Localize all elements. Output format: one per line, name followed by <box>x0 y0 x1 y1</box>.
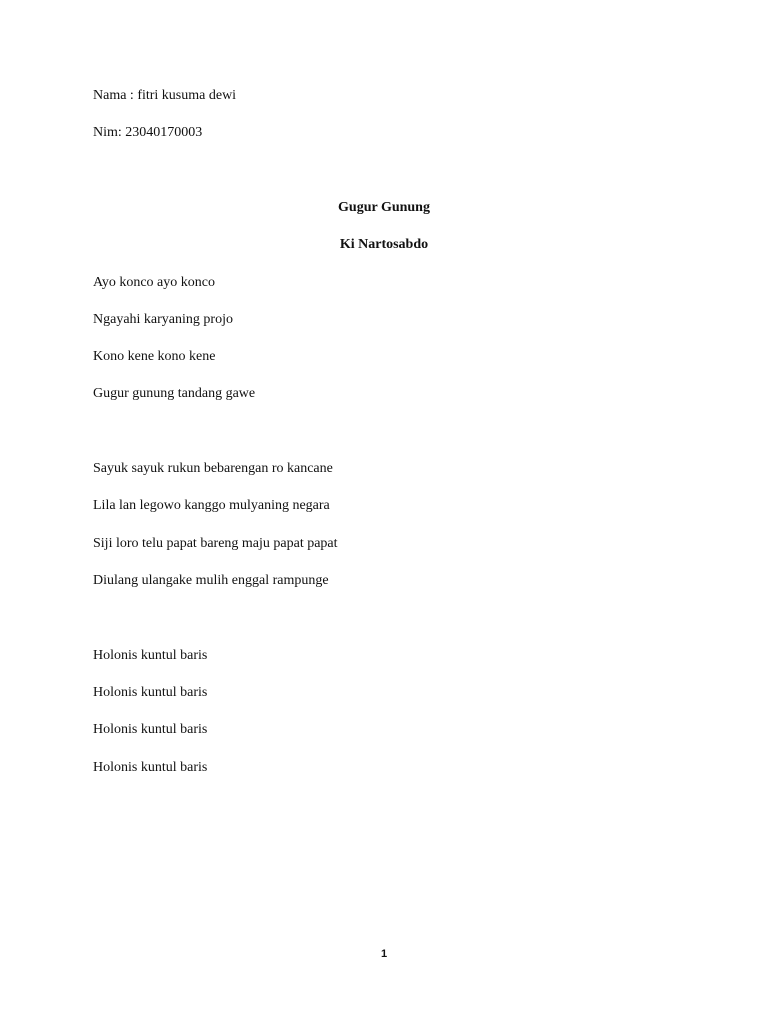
page-number: 1 <box>380 948 388 960</box>
song-author: Ki Nartosabdo <box>339 237 429 252</box>
verse3-line-4: Holonis kuntul baris <box>93 760 208 775</box>
student-nim-line: Nim: 23040170003 <box>93 125 203 140</box>
verse2-line-3: Siji loro telu papat bareng maju papat papat <box>93 536 338 551</box>
verse1-line-1: Ayo konco ayo konco <box>93 275 215 290</box>
song-title: Gugur Gunung <box>338 200 430 215</box>
verse3-line-3: Holonis kuntul baris <box>93 722 208 737</box>
verse2-line-2: Lila lan legowo kanggo mulyaning negara <box>93 498 330 513</box>
verse1-line-3: Kono kene kono kene <box>93 349 216 364</box>
verse1-line-4: Gugur gunung tandang gawe <box>93 386 256 401</box>
verse1-line-2: Ngayahi karyaning projo <box>93 312 233 327</box>
student-name-line: Nama : fitri kusuma dewi <box>93 88 237 103</box>
verse3-line-2: Holonis kuntul baris <box>93 685 208 700</box>
verse2-line-4: Diulang ulangake mulih enggal rampunge <box>93 573 329 588</box>
verse3-line-1: Holonis kuntul baris <box>93 648 208 663</box>
verse2-line-1: Sayuk sayuk rukun bebarengan ro kancane <box>93 461 333 476</box>
